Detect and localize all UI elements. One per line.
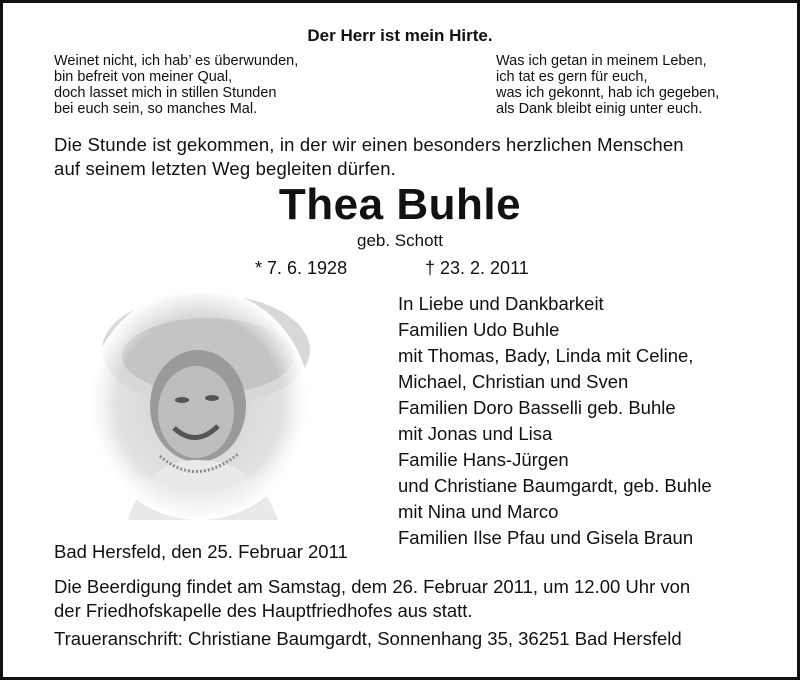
place-date: Bad Hersfeld, den 25. Februar 2011 xyxy=(54,541,348,562)
death-date: † 23. 2. 2011 xyxy=(425,258,529,278)
intro-line: auf seinem letzten Weg begleiten dürfen. xyxy=(54,158,396,179)
mourner-line: mit Nina und Marco xyxy=(398,501,559,522)
mourner-group xyxy=(398,448,712,523)
poem-line: bin befreit von meiner Qual, xyxy=(54,69,233,85)
poem-line: Weinet nicht, ich hab’ es überwunden, xyxy=(54,53,299,69)
mourner-group xyxy=(398,526,712,549)
mourner-line: Familien Ilse Pfau und Gisela Braun xyxy=(398,527,694,548)
mourner-line: mit Jonas und Lisa xyxy=(398,423,553,444)
mourner-line: Familien Doro Basselli geb. Buhle xyxy=(398,397,676,418)
mourner-line: Familie Hans-Jürgen xyxy=(398,449,569,470)
poem-line: bei euch sein, so manches Mal. xyxy=(54,101,258,117)
poem-line: was ich gekonnt, hab ich gegeben, xyxy=(496,85,720,101)
mourner-line: Familien Udo Buhle xyxy=(398,319,560,340)
poem-line: Was ich getan in meinem Leben, xyxy=(496,53,707,69)
mourner-group xyxy=(398,318,712,393)
intro-text xyxy=(54,133,684,181)
mourner-line: mit Thomas, Bady, Linda mit Celine, xyxy=(398,345,694,366)
motto-heading: Der Herr ist mein Hirte. xyxy=(307,26,493,45)
birth-date: * 7. 6. 1928 xyxy=(255,258,348,278)
mourners-heading: In Liebe und Dankbarkeit xyxy=(398,293,604,314)
funeral-line: Die Beerdigung findet am Samstag, dem 26. Februar 2011, um 12.00 Uhr von xyxy=(54,576,691,597)
mourner-line: Michael, Christian und Sven xyxy=(398,371,629,392)
poem-line: als Dank bleibt einig unter euch. xyxy=(496,101,703,117)
funeral-info xyxy=(54,575,690,623)
mourner-group xyxy=(398,396,712,445)
funeral-line: der Friedhofskapelle des Hauptfriedhofes aus statt. xyxy=(54,600,473,621)
mourning-address: Traueranschrift: Christiane Baumgardt, Sonnenhang 35, 36251 Bad Hersfeld xyxy=(54,628,682,649)
poem-line: ich tat es gern für euch, xyxy=(496,69,648,85)
intro-line: Die Stunde ist gekommen, in der wir einen besonders herzlichen Menschen xyxy=(54,134,684,155)
poem-line: doch lasset mich in stillen Stunden xyxy=(54,85,277,101)
deceased-name: Thea Buhle xyxy=(278,180,522,229)
portrait-photo xyxy=(88,288,310,520)
poem-right xyxy=(496,53,719,117)
mourners-list xyxy=(398,292,712,552)
poem-left xyxy=(54,53,298,117)
birth-name: geb. Schott xyxy=(356,231,443,250)
mourner-line: und Christiane Baumgardt, geb. Buhle xyxy=(398,475,712,496)
